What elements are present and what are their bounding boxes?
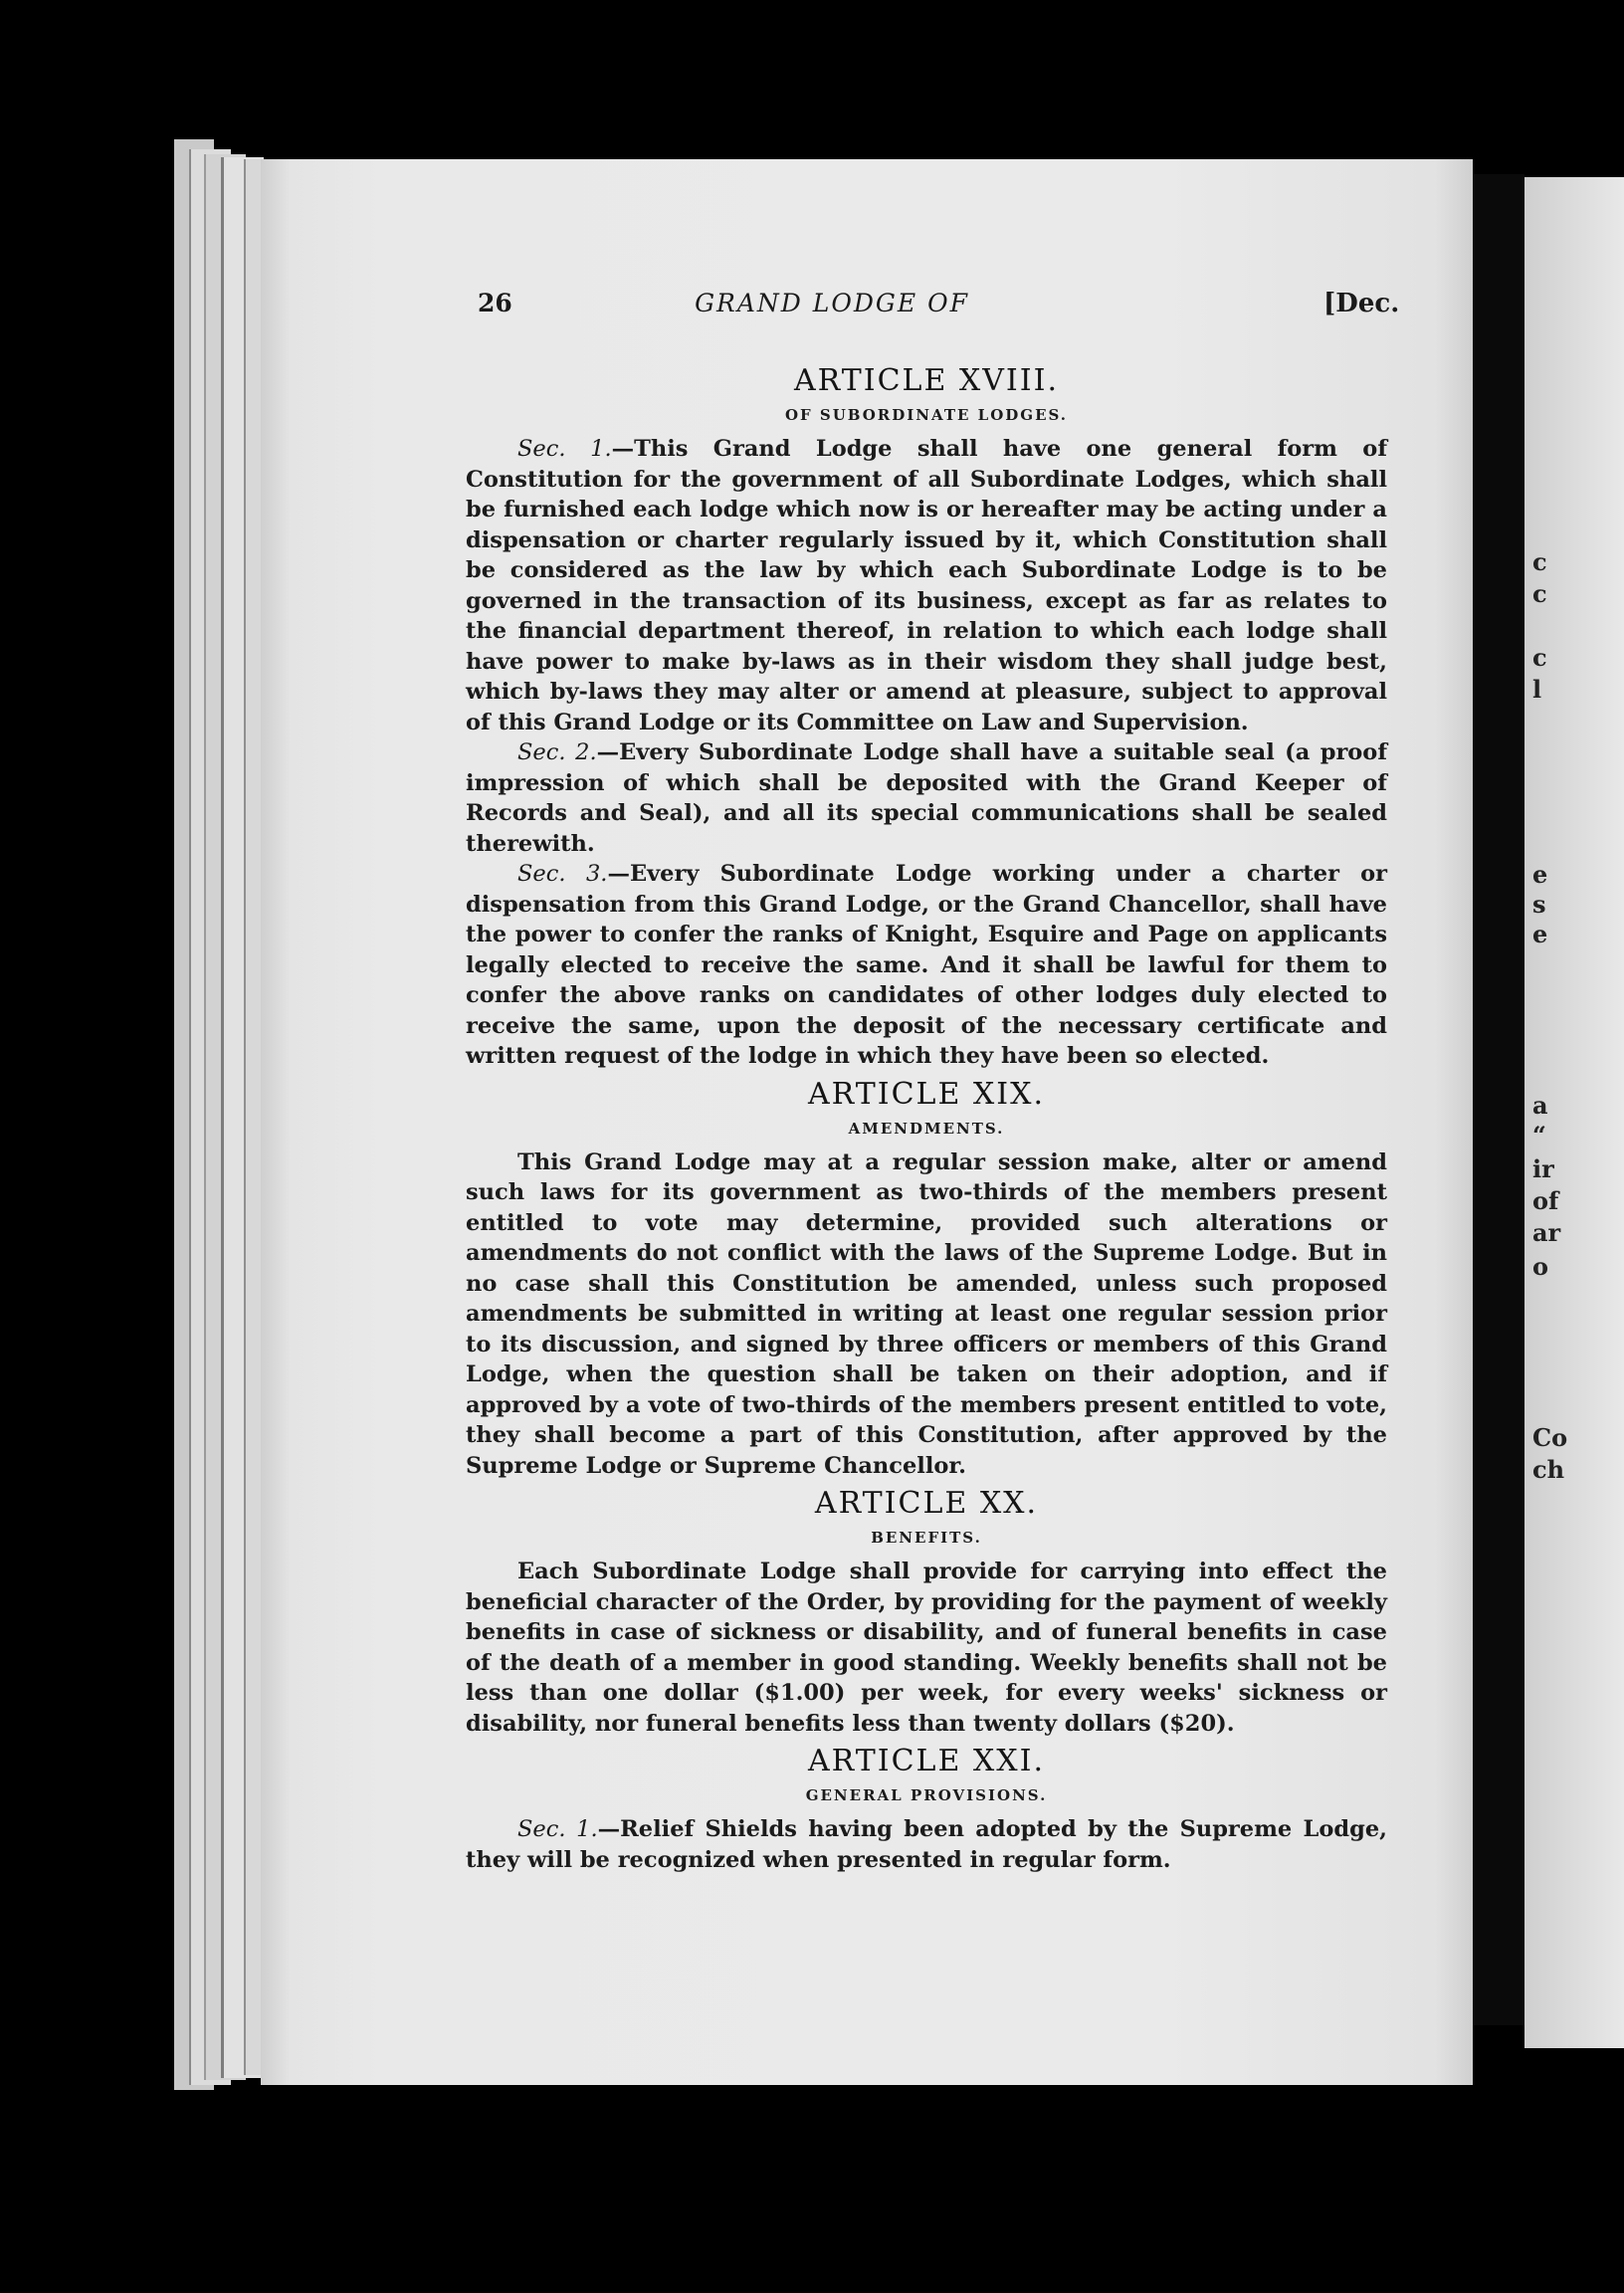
- facing-fragment: e: [1532, 920, 1548, 948]
- article-paragraph: [466, 1557, 1387, 1739]
- article-heading: ARTICLE XX.: [814, 1486, 1039, 1521]
- facing-fragment: a: [1532, 1091, 1548, 1120]
- section-paragraph: [466, 1814, 1387, 1875]
- section-paragraph: [466, 859, 1387, 1072]
- facing-fragment: of: [1532, 1186, 1559, 1215]
- section-label: Sec. 1.: [517, 1816, 598, 1842]
- facing-fragment: Co: [1532, 1423, 1568, 1452]
- section-paragraph: [466, 434, 1387, 737]
- article-paragraph: [466, 1147, 1387, 1482]
- article-heading: ARTICLE XIX.: [808, 1076, 1045, 1112]
- facing-fragment: ar: [1532, 1218, 1561, 1247]
- running-date: [Dec.: [1323, 289, 1400, 318]
- facing-fragment: o: [1532, 1252, 1549, 1281]
- article-subheading: BENEFITS.: [871, 1529, 982, 1547]
- page-number: 26: [478, 289, 512, 317]
- facing-fragment: c: [1532, 643, 1547, 672]
- facing-fragment: c: [1532, 547, 1547, 576]
- running-title: GRAND LODGE OF: [695, 289, 969, 317]
- article-subheading: AMENDMENTS.: [848, 1119, 1005, 1138]
- facing-fragment: “: [1532, 1121, 1546, 1149]
- facing-fragment: l: [1532, 675, 1542, 704]
- section-text: —Relief Shields having been adopted by the Supreme Lodge, they will be recognized when presented in regular form.: [466, 1816, 1387, 1873]
- article-subheading: OF SUBORDINATE LODGES.: [784, 406, 1069, 424]
- article-heading: ARTICLE XXI.: [808, 1744, 1045, 1778]
- facing-fragment: s: [1532, 890, 1546, 919]
- facing-fragment: e: [1532, 860, 1548, 889]
- section-text: —Every Subordinate Lodge working under a charter or dispensation from this Grand Lodge, or the Grand Chancellor, shall have the power to confer the ranks of Knight, Esquire and Page on applicants legally elected to receive the same. And it shall be lawful for them to confer the above ranks on candidates of other lodges duly elected to receive the same, upon the deposit of the necessary certificate and written request of the lodge in which they have been so elected.: [466, 861, 1387, 1069]
- facing-fragment: ir: [1532, 1154, 1554, 1183]
- section-text: —This Grand Lodge shall have one general form of Constitution for the government of all Subordinate Lodges, which shall be furnished each lodge which now is or hereafter may be acting under a dispensation or charter regularly issued by it, which Constitution shall be considered as the law by which each Subordinate Lodge is to be governed in the transaction of its business, except as far as relates to the financial department thereof, in relation to which each lodge shall have power to make by-laws as in their wisdom they shall judge best, which by-laws they may alter or amend at pleasure, subject to approval of this Grand Lodge or its Committee on Law and Supervision.: [466, 436, 1387, 735]
- section-label: Sec. 2.: [517, 739, 597, 765]
- facing-fragment: ch: [1532, 1455, 1565, 1484]
- section-paragraph: [466, 737, 1387, 859]
- section-text: Each Subordinate Lodge shall provide for carrying into effect the beneficial character of the Order, by providing for the payment of weekly benefits in case of sickness or disability, and of funeral benefits in case of the death of a member in good standing. Weekly benefits shall not be less than one dollar ($1.00) per week, for every weeks' sickness or disability, nor funeral benefits less than twenty dollars ($20).: [466, 1559, 1387, 1737]
- article-subheading: GENERAL PROVISIONS.: [805, 1786, 1048, 1804]
- page-body: [466, 358, 1387, 1875]
- section-label: Sec. 3.: [517, 861, 608, 887]
- book-gutter: [1473, 174, 1524, 2025]
- section-text: This Grand Lodge may at a regular session make, alter or amend such laws for its government as two-thirds of the members present entitled to vote may determine, provided such alterations or amendments do not conflict with the laws of the Supreme Lodge. But in no case shall this Constitution be amended, unless such proposed amendments be submitted in writing at least one regular session prior to its discussion, and signed by three officers or members of this Grand Lodge, when the question shall be taken on their adoption, and if approved by a vote of two-thirds of the members present entitled to vote, they shall become a part of this Constitution, after approved by the Supreme Lodge or Supreme Chancellor.: [466, 1148, 1387, 1479]
- article-heading: ARTICLE XVIII.: [793, 363, 1059, 398]
- section-label: Sec. 1.: [517, 436, 612, 462]
- section-text: —Every Subordinate Lodge shall have a suitable seal (a proof impression of which shall be deposited with the Grand Keeper of Records and Seal), and all its special communications shall be sealed therewith.: [466, 739, 1387, 857]
- facing-fragment: c: [1532, 579, 1547, 608]
- facing-page: [1524, 177, 1624, 2048]
